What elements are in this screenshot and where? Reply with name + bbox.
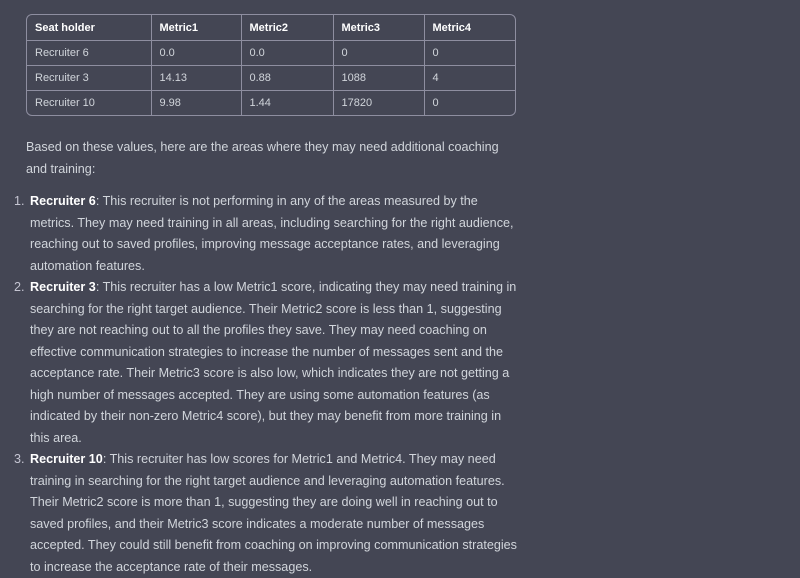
table-cell: 4 [424,66,515,91]
list-item-title: Recruiter 6 [30,194,96,208]
table-cell: Recruiter 6 [27,41,151,66]
table-cell: 9.98 [151,91,241,116]
list-item-number: 3. [14,452,25,466]
list-item-number: 2. [14,280,25,294]
list-item [14,191,518,277]
table-row [27,66,515,91]
table-cell: 14.13 [151,66,241,91]
table-cell: 1088 [333,66,424,91]
table-cell: 17820 [333,91,424,116]
header-metric4: Metric4 [424,15,515,41]
table-cell: 0 [424,41,515,66]
list-item-number: 1. [14,194,25,208]
table-cell: 0 [432,97,439,109]
list-item-title: Recruiter 10 [30,452,103,466]
header-metric2: Metric2 [241,15,333,41]
list-item-title: Recruiter 3 [30,280,96,294]
table-header-row [27,15,515,41]
header-seat-holder: Seat holder [27,15,151,41]
list-item-text: : This recruiter is not performing in any of the areas measured by the metrics. They may need training in all areas, including searching for the right audience, reaching out to saved profiles, improving message acceptance rates, and leveraging automation features. [30,194,514,273]
table-row [27,91,515,116]
header-metric3: Metric3 [333,15,424,41]
table-cell: 0 [333,41,424,66]
list-item-text: : This recruiter has low scores for Metric1 and Metric4. They may need training in searching for the right target audience and leveraging automation features. Their Metric2 score is more than 1, suggesting they are doing well in reaching out to saved profiles, and their Metric3 score indicates a moderate number of messages accepted. They could still benefit from coaching on improving communication strategies to increase the acceptance rate of their messages. [30,452,517,574]
table-cell: 0.88 [241,66,333,91]
table-cell: 0.0 [241,41,333,66]
table-cell: 1.44 [241,91,333,116]
table-cell: Recruiter 10 [27,91,151,116]
metrics-table [27,15,515,115]
intro-paragraph: Based on these values, here are the areas where they may need additional coaching and training: [26,140,499,176]
metrics-table-container [26,14,516,116]
table-row [27,41,515,66]
table-cell: Recruiter 3 [27,66,151,91]
list-item [14,449,518,578]
list-item [14,277,518,449]
table-cell: 0.0 [151,41,241,66]
header-metric1: Metric1 [151,15,241,41]
list-item-text: : This recruiter has a low Metric1 score, indicating they may need training in searching for the right target audience. Their Metric2 score is less than 1, suggesting they are not reaching out to all the profiles they save. They may need coaching on effective communication strategies to increase the number of messages sent and the acceptance rate. Their Metric3 score is also low, which indicates they are not getting a high number of messages accepted. They are using some automation features (as indicated by their non-zero Metric4 score), but they may benefit from more training in this area. [30,280,517,445]
recommendations-list [14,191,518,578]
